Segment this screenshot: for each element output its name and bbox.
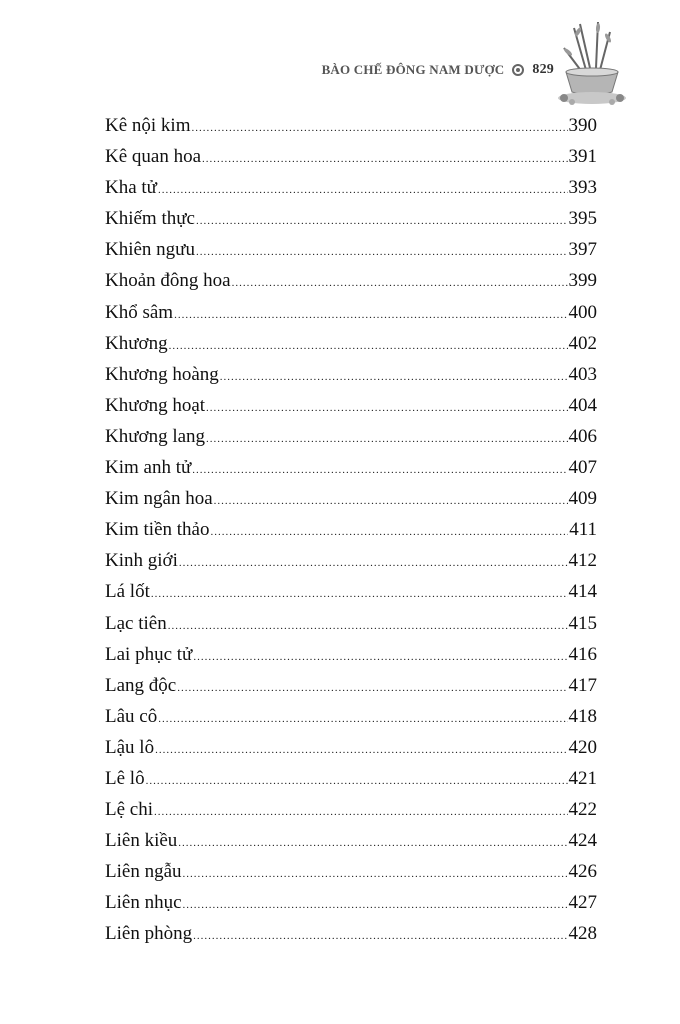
toc-entry-title: Kê quan hoa — [105, 146, 202, 168]
toc-entry-page: 412 — [568, 550, 597, 572]
toc-entry — [105, 794, 597, 825]
dot-leader — [155, 735, 567, 766]
toc-entry — [105, 172, 597, 203]
toc-entry-title: Khương — [105, 332, 168, 354]
table-of-contents — [105, 110, 597, 950]
dot-leader — [232, 268, 568, 299]
page-number: 829 — [532, 62, 554, 77]
toc-entry-page: 416 — [568, 643, 597, 665]
toc-entry-page: 415 — [568, 612, 597, 634]
toc-entry-title: Khương hoàng — [105, 363, 219, 385]
toc-entry-title: Lâu cô — [105, 705, 158, 727]
dot-leader — [179, 548, 568, 579]
toc-entry-title: Lang độc — [105, 674, 177, 696]
toc-entry-title: Lệ chi — [105, 799, 154, 821]
herb-mortar-logo-icon — [552, 18, 632, 108]
toc-entry — [105, 452, 597, 483]
dot-leader — [193, 921, 567, 952]
toc-entry-title: Lê lô — [105, 767, 145, 789]
toc-entry-page: 414 — [568, 581, 597, 603]
dot-leader — [168, 611, 568, 642]
toc-entry-title: Khoản đông hoa — [105, 270, 231, 292]
toc-entry-page: 399 — [568, 270, 597, 292]
toc-entry-title: Liên ngẫu — [105, 861, 182, 883]
toc-entry-page: 404 — [568, 394, 597, 416]
dot-leader — [183, 890, 568, 921]
toc-entry-title: Khiếm thực — [105, 208, 195, 230]
toc-entry-title: Lá lốt — [105, 581, 150, 603]
toc-entry — [105, 110, 597, 141]
dot-leader — [196, 206, 568, 237]
toc-entry-page: 422 — [568, 799, 597, 821]
toc-entry-page: 393 — [568, 177, 597, 199]
toc-entry-page: 397 — [568, 239, 597, 261]
dot-leader — [210, 517, 568, 548]
toc-entry-page: 411 — [569, 519, 597, 541]
toc-entry-title: Lạc tiên — [105, 612, 167, 634]
toc-entry — [105, 545, 597, 576]
dot-leader — [151, 579, 568, 610]
toc-entry-page: 417 — [568, 674, 597, 696]
toc-entry-page: 403 — [568, 363, 597, 385]
toc-entry — [105, 856, 597, 887]
toc-entry — [105, 887, 597, 918]
dot-leader — [206, 424, 567, 455]
dot-leader — [193, 642, 567, 673]
toc-entry-page: 391 — [568, 146, 597, 168]
toc-entry — [105, 763, 597, 794]
dot-leader — [220, 362, 568, 393]
toc-entry — [105, 825, 597, 856]
toc-entry — [105, 608, 597, 639]
toc-entry — [105, 297, 597, 328]
toc-entry-title: Kha tử — [105, 177, 157, 199]
toc-entry-page: 427 — [568, 892, 597, 914]
toc-entry — [105, 732, 597, 763]
toc-entry-title: Lậu lô — [105, 736, 155, 758]
toc-entry-page: 407 — [568, 457, 597, 479]
dot-leader — [206, 393, 567, 424]
toc-entry-title: Lai phục tử — [105, 643, 193, 665]
dot-leader — [178, 828, 567, 859]
toc-entry — [105, 483, 597, 514]
toc-entry-page: 424 — [568, 830, 597, 852]
toc-entry-title: Liên nhục — [105, 892, 182, 914]
toc-entry-page: 406 — [568, 425, 597, 447]
running-header — [322, 62, 554, 78]
dot-leader — [183, 859, 568, 890]
toc-entry-title: Khương lang — [105, 425, 206, 447]
toc-entry — [105, 141, 597, 172]
toc-entry-page: 418 — [568, 705, 597, 727]
dot-leader — [202, 144, 567, 175]
dot-leader — [192, 113, 568, 144]
dot-leader — [196, 237, 568, 268]
dot-leader — [214, 486, 568, 517]
toc-entry — [105, 265, 597, 296]
dot-leader — [146, 766, 568, 797]
toc-entry-title: Khổ sâm — [105, 301, 174, 323]
toc-entry-title: Khương hoạt — [105, 394, 206, 416]
dot-leader — [174, 300, 567, 331]
toc-entry — [105, 234, 597, 265]
toc-entry-page: 400 — [568, 301, 597, 323]
toc-entry-title: Kim anh tử — [105, 457, 192, 479]
toc-entry — [105, 359, 597, 390]
toc-entry — [105, 576, 597, 607]
toc-entry — [105, 328, 597, 359]
toc-entry-title: Kê nội kim — [105, 115, 191, 136]
running-title: BÀO CHẾ ĐÔNG NAM DƯỢC — [321, 62, 505, 77]
toc-entry — [105, 421, 597, 452]
toc-entry-page: 426 — [568, 861, 597, 883]
toc-entry-page: 390 — [568, 115, 597, 136]
toc-entry-page: 409 — [568, 488, 597, 510]
toc-entry — [105, 390, 597, 421]
toc-entry-page: 428 — [568, 923, 597, 945]
toc-entry — [105, 639, 597, 670]
dot-leader — [192, 455, 567, 486]
toc-entry — [105, 514, 597, 545]
dot-leader — [158, 175, 568, 206]
toc-entry-title: Kim ngân hoa — [105, 488, 213, 510]
toc-entry — [105, 670, 597, 701]
toc-entry-title: Liên phòng — [105, 923, 193, 945]
toc-entry-page: 395 — [568, 208, 597, 230]
toc-entry-title: Liên kiều — [105, 830, 178, 852]
dot-leader — [158, 704, 567, 735]
toc-entry — [105, 918, 597, 949]
toc-entry-page: 421 — [568, 767, 597, 789]
dot-leader — [169, 331, 568, 362]
toc-entry — [105, 701, 597, 732]
toc-entry-title: Kim tiền thảo — [105, 519, 210, 541]
toc-entry-page: 402 — [568, 332, 597, 354]
dot-leader — [154, 797, 567, 828]
toc-entry — [105, 203, 597, 234]
toc-entry-title: Khiên ngưu — [105, 239, 195, 261]
toc-entry-page: 420 — [568, 736, 597, 758]
toc-entry-title: Kinh giới — [105, 550, 178, 572]
swirl-ornament-icon — [512, 64, 524, 76]
dot-leader — [177, 673, 567, 704]
